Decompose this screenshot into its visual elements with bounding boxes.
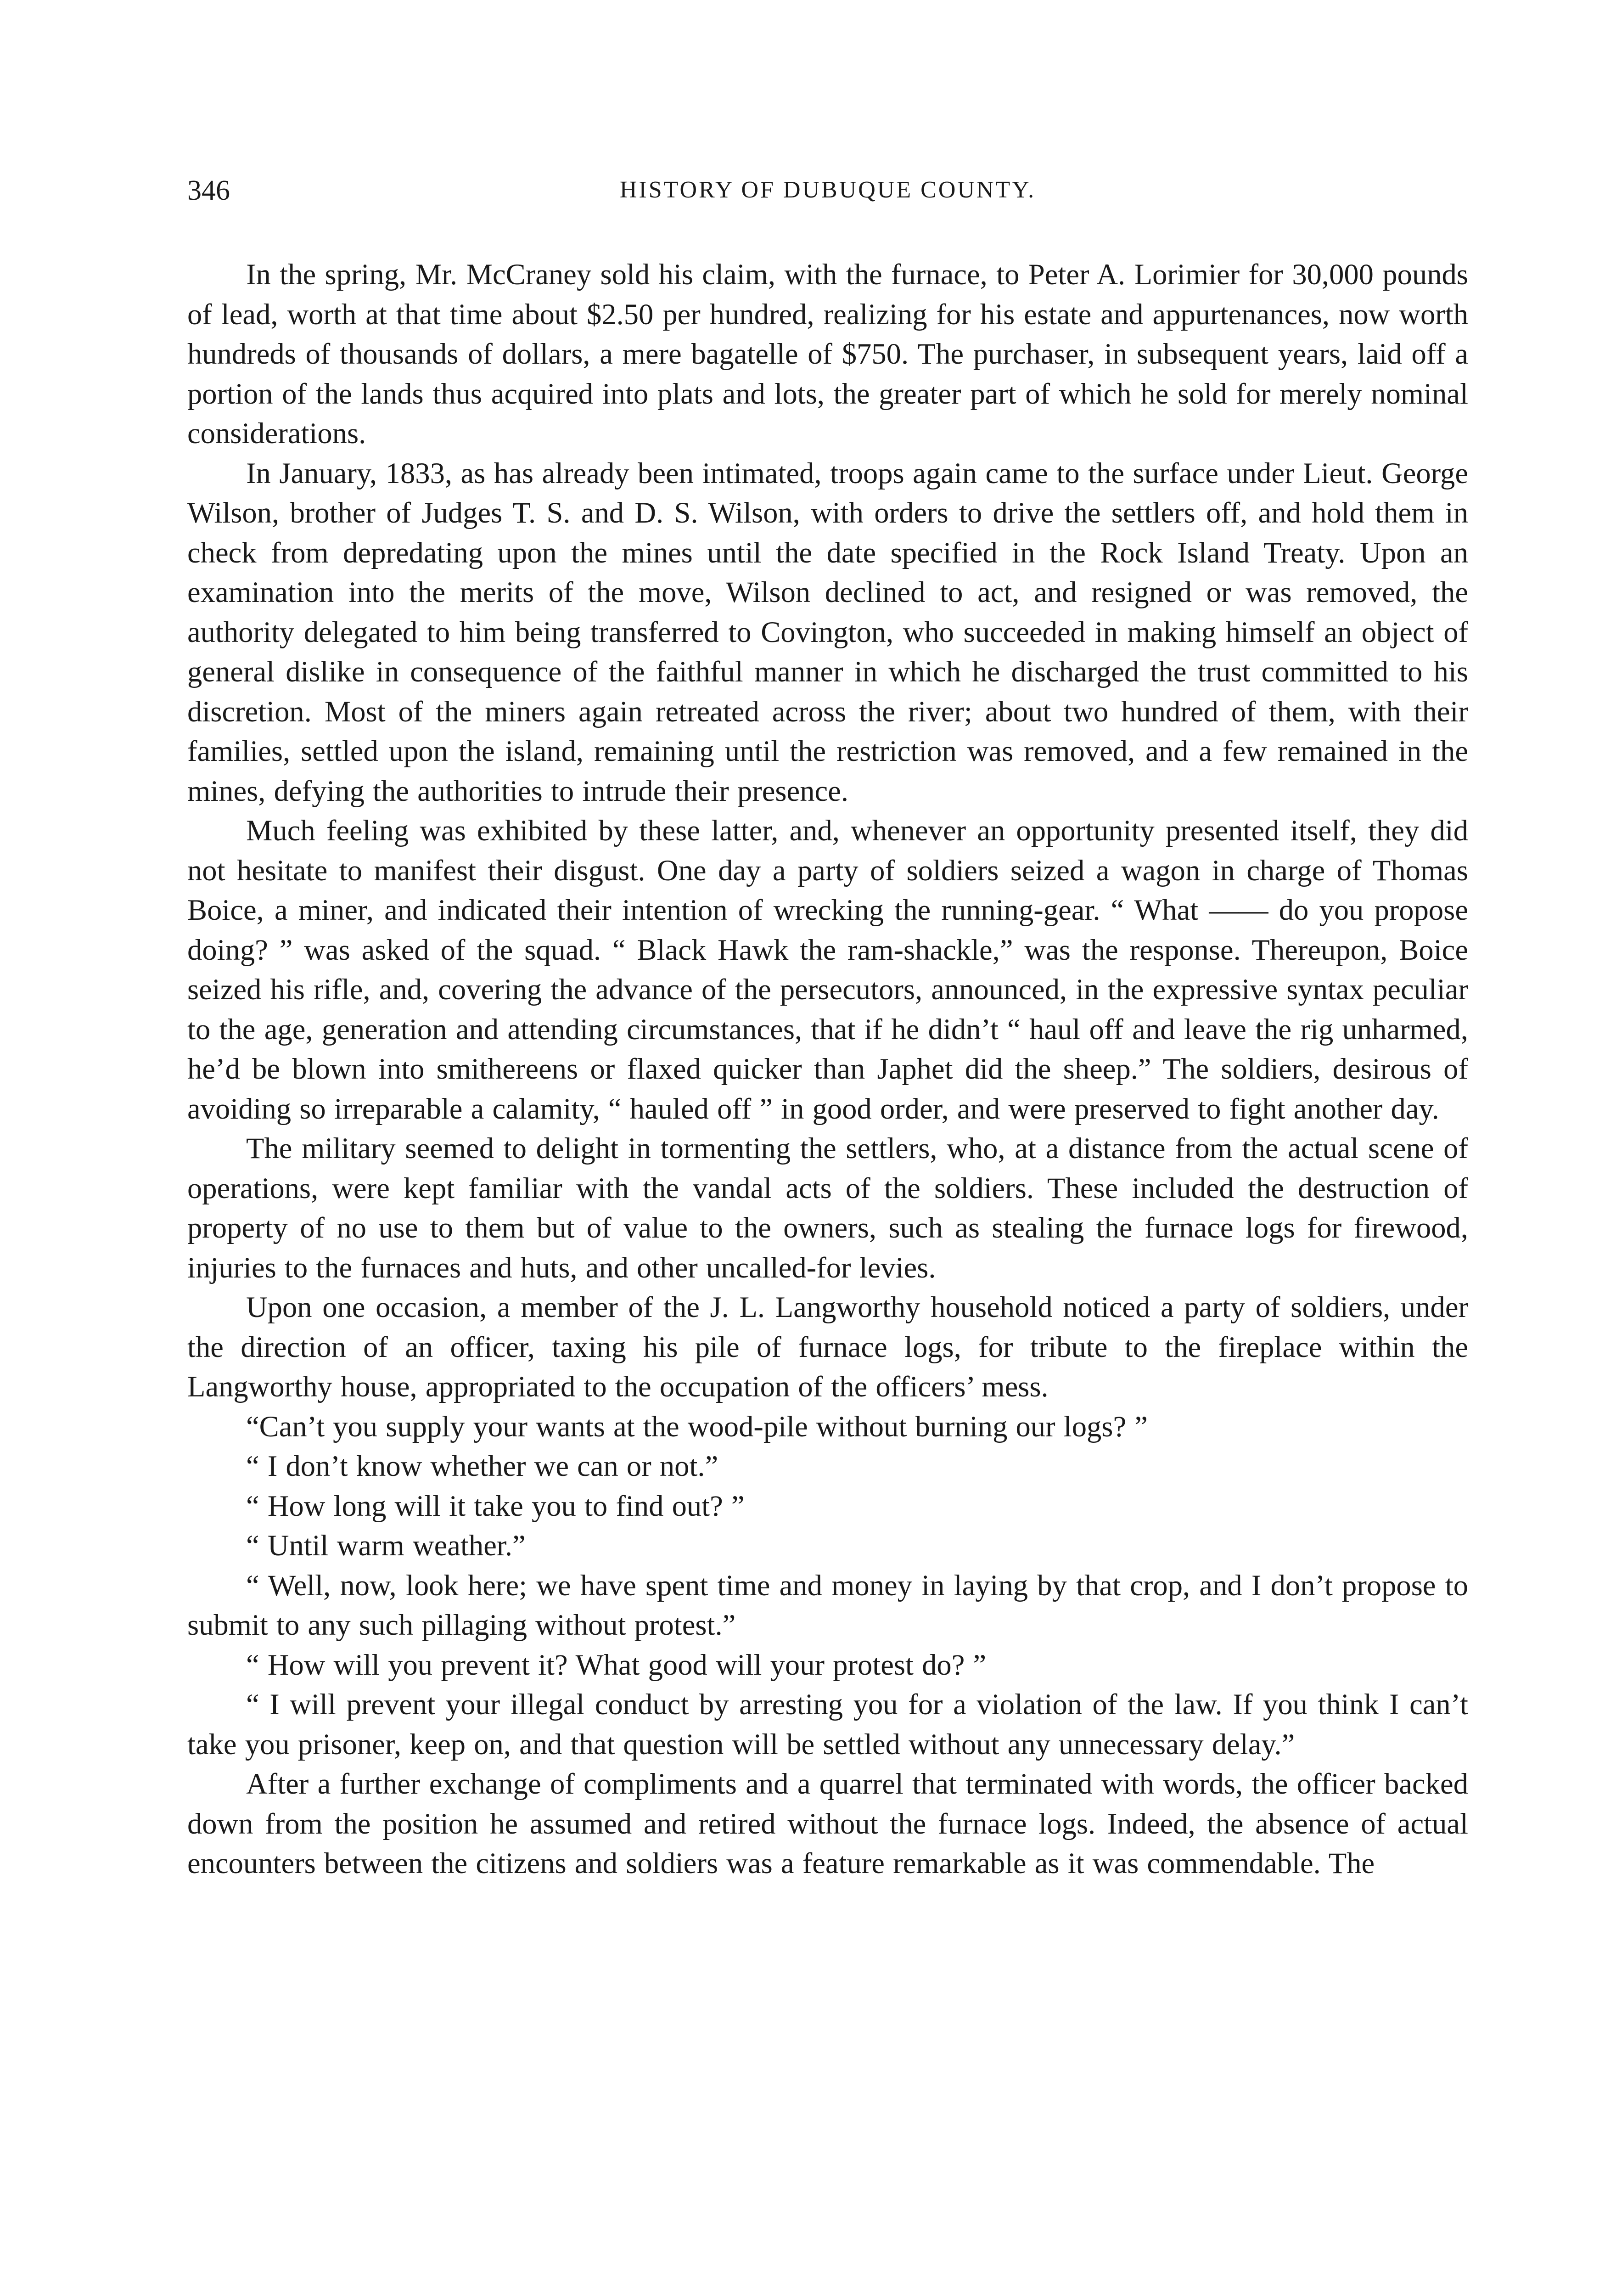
dialogue-line: “Can’t you supply your wants at the wood-pile without burning our logs? ” [246, 1409, 1148, 1443]
paragraph-officer-retreat: After a further exchange of compliments and a quarrel that terminated with words, the officer backed down from the position he assumed and retired without the furnace logs. Indeed, the absence of actual encounters between the citizens and soldiers was a feature remarkable as it was commendable. The [187, 1767, 1468, 1880]
dialogue-line: “ How long will it take you to find out? ” [246, 1489, 745, 1522]
page-number: 346 [187, 175, 230, 206]
paragraph-langworthy-logs: Upon one occasion, a member of the J. L. Langworthy household noticed a party of soldiers, under the direction of an officer, taxing his pile of furnace logs, for tribute to the fireplace within the Langworthy house, appropriated to the occupation of the officers’ mess. [187, 1290, 1468, 1403]
running-title: HISTORY OF DUBUQUE COUNTY. [619, 177, 1036, 203]
paragraph-mccraney-sale: In the spring, Mr. McCraney sold his claim, with the furnace, to Peter A. Lorimier for 30,000 pounds of lead, worth at that time about $2.50 per hundred, realizing for his estate and appurtenances, now worth hundreds of thousands of dollars, a mere bagatelle of $750. The purchaser, in subsequent years, laid off a portion of the lands thus acquired into plats and lots, the greater part of which he sold for merely nominal considerations. [187, 258, 1468, 450]
paragraph-troops-1833: In January, 1833, as has already been intimated, troops again came to the surface under Lieut. George Wilson, brother of Judges T. S. and D. S. Wilson, with orders to drive the settlers off, and hold them in check from depredating upon the mines until the date specified in the Rock Island Treaty. Upon an examination into the merits of the move, Wilson declined to act, and resigned or was removed, the authority delegated to him being transferred to Covington, who succeeded in making himself an object of general dislike in consequence of the faithful manner in which he discharged the trust committed to his discretion. Most of the miners again retreated across the river; about two hundred of them, with their families, settled upon the island, remaining until the restriction was removed, and a few remained in the mines, defying the authorities to intrude their presence. [187, 456, 1468, 807]
page-body [187, 254, 1468, 1883]
paragraph-military-tormenting: The military seemed to delight in tormenting the settlers, who, at a distance from the actual scene of operations, were kept familiar with the vandal acts of the soldiers. These included the destruction of property of no use to them but of value to the owners, such as stealing the furnace logs for firewood, injuries to the furnaces and huts, and other uncalled-for levies. [187, 1131, 1468, 1284]
dialogue-line: “ How will you prevent it? What good will your protest do? ” [246, 1648, 987, 1681]
dialogue-line: “ Well, now, look here; we have spent time and money in laying by that crop, and I don’t propose to submit to any such pillaging without protest.” [187, 1568, 1468, 1641]
dialogue-line: “ I will prevent your illegal conduct by arresting you for a violation of the law. If you think I can’t take you prisoner, keep on, and that question will be settled without any unnecessary delay.” [187, 1688, 1468, 1761]
paragraph-boice-wagon: Much feeling was exhibited by these latter, and, whenever an opportunity presented itself, they did not hesitate to manifest their disgust. One day a party of soldiers seized a wagon in charge of Thomas Boice, a miner, and indicated their intention of wrecking the running-gear. “ What —— do you propose doing? ” was asked of the squad. “ Black Hawk the ram-shackle,” was the response. Thereupon, Boice seized his rifle, and, covering the advance of the persecutors, announced, in the expressive syntax peculiar to the age, generation and attending circumstances, that if he didn’t “ haul off and leave the rig unharmed, he’d be blown into smithereens or flaxed quicker than Japhet did the sheep.” The soldiers, desirous of avoiding so irreparable a calamity, “ hauled off ” in good order, and were preserved to fight another day. [187, 814, 1468, 1125]
book-page [187, 174, 1468, 1883]
dialogue-line: “ Until warm weather.” [246, 1529, 526, 1562]
dialogue-line: “ I don’t know whether we can or not.” [246, 1449, 718, 1482]
running-head [187, 174, 1468, 219]
